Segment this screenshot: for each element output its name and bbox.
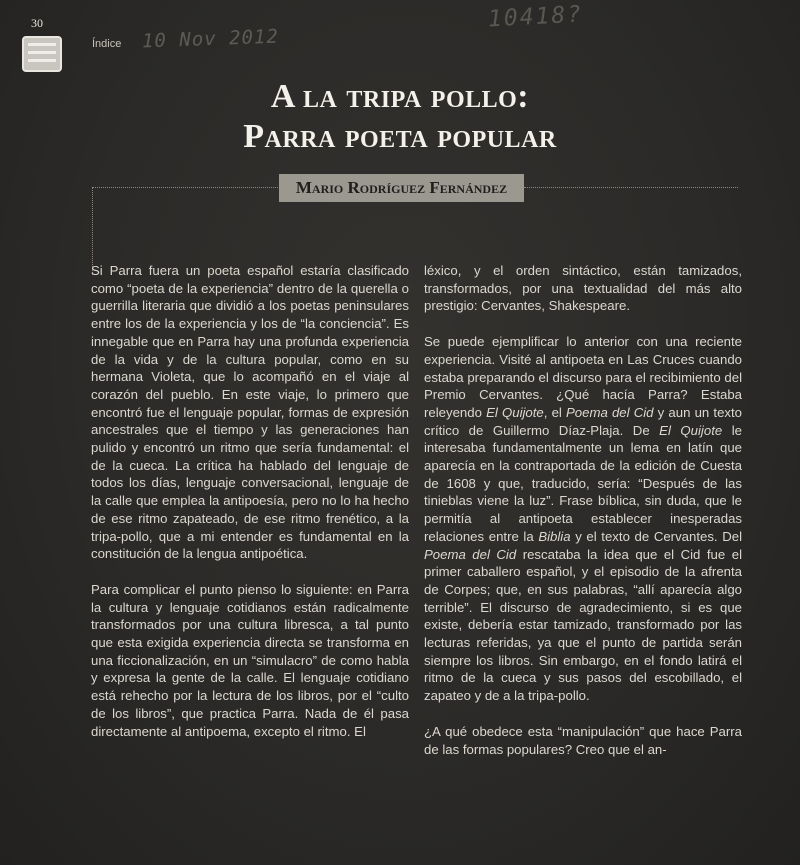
paragraph: Se puede ejemplificar lo anterior con una reciente experiencia. Visité al antipoeta en Las Cruces cuando estaba preparando el discurso para el recibimiento del Premio Cervantes. ¿Qué hacía Parra? Estaba releyendo El Quijote, el Poema del Cid y aun un texto crítico de Guillermo Díaz-Plaja. De El Quijote le interesaba fundamentalmente un lema en latín que aparecía en la contraportada de la edición de Cuesta de 1608 y que, traducido, sería: “Después de las tinieblas viene la luz”. Frase bíblica, sin duda, que le permitía al antipoeta establecer inesperadas relaciones entre la Biblia y el texto de Cervantes. Del Poema del Cid rescataba la idea que el Cid fue el primer caballero español, y el episodio de la afrenta de Corpes; que, en sus palabras, “allí aparecía algo terrible”. El discurso de agradecimiento, si es que existe, debería estar tamizado, transformado por las lecturas referidas, ya que el punto de partida serán siempre los libros. Sin embargo, en el fondo latirá el ritmo de la cueca y sus pasos del escobillado, el zapateo y de a la tripa-pollo. (424, 334, 743, 704)
author-name: Mario Rodríguez Fernández (279, 174, 524, 202)
paragraph: léxico, y el orden sintáctico, están tamizados, transformados, por una textualidad del más alto prestigio: Cervantes, Shakespeare. (424, 263, 742, 314)
left-column (91, 262, 409, 758)
handwritten-id: 10418? (487, 1, 584, 33)
article-title-line2: Parra poeta popular (243, 118, 557, 155)
author-rule-left (92, 187, 278, 188)
author-rule-right (524, 187, 738, 188)
right-column (424, 262, 742, 776)
work-title: Biblia (538, 528, 571, 544)
section-label: Índice (92, 38, 122, 50)
paragraph: Si Parra fuera un poeta español estaría clasificado como “poeta de la experiencia” dentro de la querella o guerrilla literaria que dividió a los poetas peninsulares entre los de la experiencia y los de “la conciencia”. Es innegable que en Parra hay una profunda experiencia de la vida y de la cultura popular, como en su hermana Violeta, que lo acompañó en el viaje al corazón del pueblo. En este viaje, lo primero que encontró fue el lenguaje popular, formas de expresión ancestrales que el tiempo y las generaciones han pulido y encontró un ritmo que sería fundamental: el de la cueca. La crítica ha hablado del lenguaje de todos los días, lenguaje conversacional, lenguaje de la calle que emplea la antipoesía, pero no lo ha hecho de ese ritmo zapateado, de ese ritmo frenético, a la tripa-pollo, que a mi entender es fundamental en la constitución de la lengua antipoética. (91, 263, 409, 562)
paragraph: Para complicar el punto pienso lo siguiente: en Parra la cultura y lenguaje cotidianos están radicalmente transformados por una cultura libresca, a tal punto que esta exigida experiencia directa se transforma en una ficcionalización, en un “simulacro” de como habla y expresa la gente de la calle. El lenguaje cotidiano está rehecho por la lectura de los libros, por el “culto de los libros”, que practica Parra. Nada de él pasa directamente al antipoema, excepto el ritmo. El (91, 581, 409, 739)
paragraph: ¿A qué obedece esta “manipulación” que hace Parra de las formas populares? Creo que el an- (424, 723, 742, 757)
article-title-line1: A la tripa pollo: (270, 78, 530, 115)
page-number: 30 (31, 16, 43, 30)
work-title: Poema del Cid (424, 546, 517, 562)
handwritten-date: 10 Nov 2012 (141, 25, 280, 53)
work-title: Poema del Cid (566, 404, 654, 420)
work-title: El Quijote (486, 404, 544, 420)
library-stamp-icon (22, 36, 62, 72)
work-title: El Quijote (659, 422, 723, 438)
